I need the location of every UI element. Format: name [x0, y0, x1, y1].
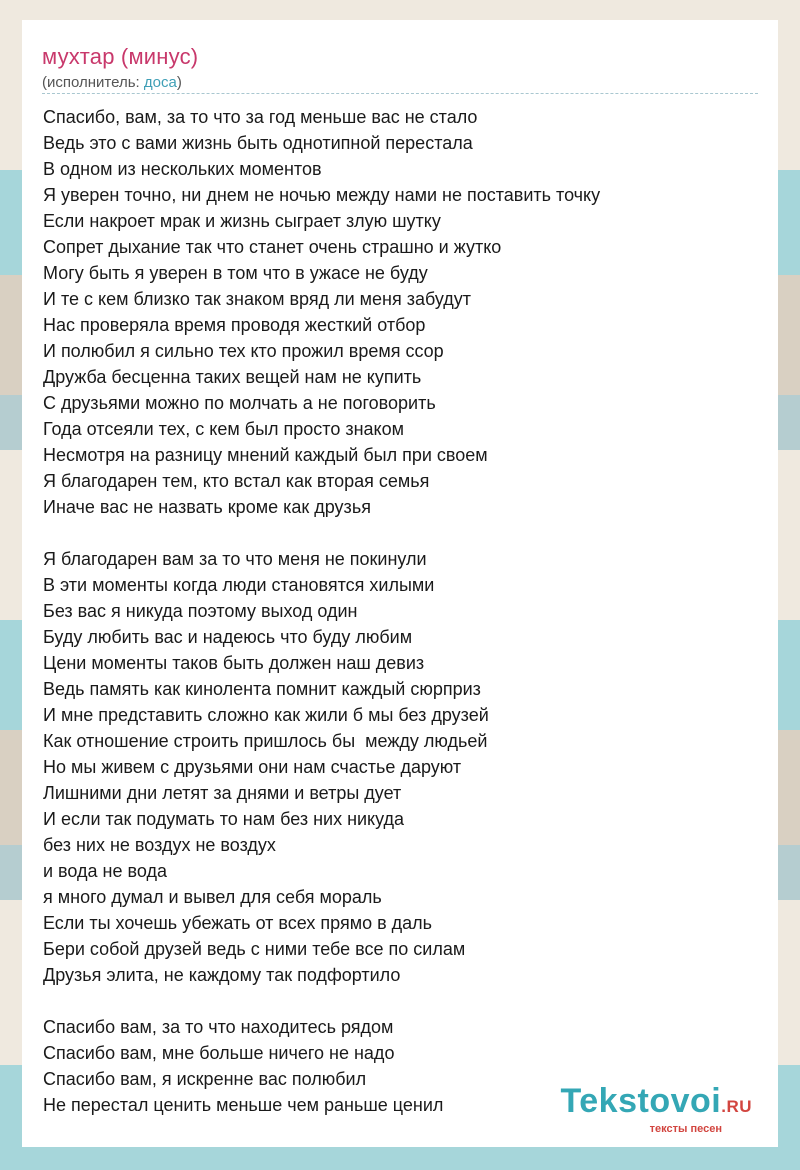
lyric-line: Могу быть я уверен в том что в ужасе не буду — [43, 263, 428, 283]
lyric-line: Я уверен точно, ни днем не ночью между нами не поставить точку — [43, 185, 601, 205]
lyric-line: В эти моменты когда люди становятся хилыми — [43, 575, 435, 595]
stanza-break — [43, 520, 600, 546]
lyric-line: и вода не вода — [43, 861, 167, 881]
logo-tagline: тексты песен — [649, 1123, 722, 1135]
lyric-line: Нас проверяла время проводя жесткий отбор — [43, 315, 426, 335]
lyric-line: Лишними дни летят за днями и ветры дует — [43, 783, 402, 803]
lyrics-text — [43, 104, 600, 1118]
lyric-line: Года отсеяли тех, с кем был просто знаком — [43, 419, 405, 439]
lyric-line: И если так подумать то нам без них никуда — [43, 809, 405, 829]
artist-line — [42, 74, 182, 91]
lyric-line: Сопрет дыхание так что станет очень страшно и жутко — [43, 237, 502, 257]
lyric-line: я много думал и вывел для себя мораль — [43, 887, 382, 907]
logo-name: Tekstovoi — [560, 1082, 722, 1120]
artist-suffix: ) — [176, 74, 182, 91]
lyric-line: И те с кем близко так знаком вряд ли меня забудут — [43, 289, 472, 309]
lyric-line: Как отношение строить пришлось бы между людьей — [43, 731, 488, 751]
lyric-line: Спасибо вам, мне больше ничего не надо — [43, 1043, 395, 1063]
lyric-line: без них не воздух не воздух — [43, 835, 276, 855]
lyric-line: Несмотря на разницу мнений каждый был при своем — [43, 445, 488, 465]
lyric-line: Ведь память как кинолента помнит каждый сюрприз — [43, 679, 481, 699]
artist-link[interactable]: доса — [143, 74, 177, 91]
lyric-line: Друзья элита, не каждому так подфортило — [43, 965, 401, 985]
lyric-line: Иначе вас не назвать кроме как друзья — [43, 497, 371, 517]
lyric-line: Ведь это с вами жизнь быть однотипной перестала — [43, 133, 473, 153]
lyric-line: В одном из нескольких моментов — [43, 159, 322, 179]
lyric-line: Буду любить вас и надеюсь что буду любим — [43, 627, 413, 647]
lyric-line: Бери собой друзей ведь с ними тебе все по силам — [43, 939, 466, 959]
lyric-line: Если накроет мрак и жизнь сыграет злую шутку — [43, 211, 441, 231]
lyric-line: Не перестал ценить меньше чем раньше ценил — [43, 1095, 444, 1115]
logo-tld: .RU — [721, 1097, 752, 1116]
lyric-line: И полюбил я сильно тех кто прожил время ссор — [43, 341, 444, 361]
song-title: мухтар (минус) — [42, 44, 199, 69]
lyric-line: Я благодарен вам за то что меня не покинули — [43, 549, 427, 569]
lyric-line: Я благодарен тем, кто встал как вторая семья — [43, 471, 430, 491]
lyrics-card — [22, 20, 778, 1147]
lyric-line: С друзьями можно по молчать а не поговорить — [43, 393, 436, 413]
lyric-line: Без вас я никуда поэтому выход один — [43, 601, 358, 621]
lyric-line: Спасибо вам, за то что находитесь рядом — [43, 1017, 394, 1037]
lyric-line: Цени моменты таков быть должен наш девиз — [43, 653, 425, 673]
lyric-line: Дружба бесценна таких вещей нам не купить — [43, 367, 422, 387]
lyric-line: Но мы живем с друзьями они нам счастье даруют — [43, 757, 462, 777]
stanza-break — [43, 988, 600, 1014]
title-divider — [42, 93, 758, 94]
lyric-line: Если ты хочешь убежать от всех прямо в даль — [43, 913, 433, 933]
artist-prefix: (исполнитель: — [42, 74, 144, 91]
lyric-line: И мне представить сложно как жили б мы без друзей — [43, 705, 489, 725]
lyric-line: Спасибо вам, я искренне вас полюбил — [43, 1069, 367, 1089]
lyric-line: Спасибо, вам, за то что за год меньше вас не стало — [43, 107, 478, 127]
site-logo[interactable] — [561, 1083, 752, 1135]
